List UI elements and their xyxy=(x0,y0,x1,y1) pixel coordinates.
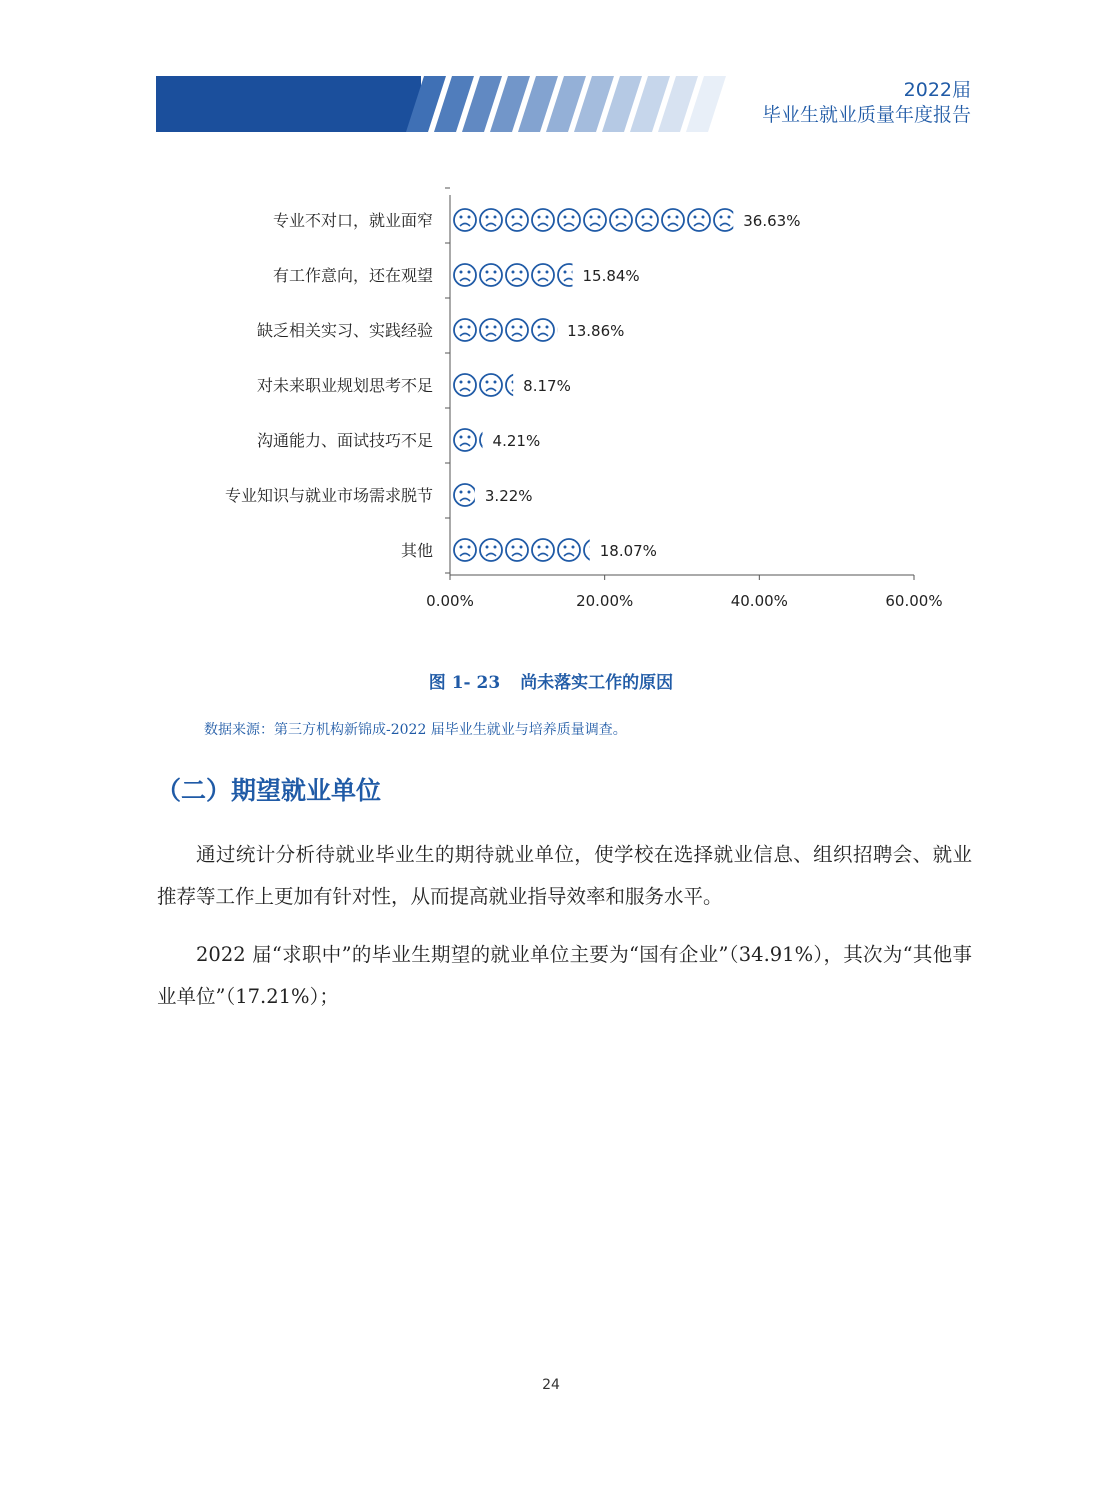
sad-face-icon xyxy=(506,209,528,231)
sad-face-icon xyxy=(558,209,580,231)
sad-face-icon xyxy=(454,539,476,561)
sad-face-icon xyxy=(480,539,502,561)
figure-number: 图 1- 23 xyxy=(428,673,501,693)
category-label: 专业不对口，就业面窄 xyxy=(272,211,433,230)
sad-face-icon xyxy=(714,209,736,231)
value-label: 13.86% xyxy=(567,322,625,340)
sad-face-icon xyxy=(506,319,528,341)
sad-face-icon xyxy=(454,429,476,451)
header-banner xyxy=(156,76,736,132)
sad-face-icon xyxy=(532,209,554,231)
sad-face-icon xyxy=(454,209,476,231)
figure-caption xyxy=(0,668,1102,693)
sad-face-icon xyxy=(480,209,502,231)
sad-face-icon xyxy=(480,374,502,396)
sad-face-icon xyxy=(532,319,554,341)
sad-face-icon xyxy=(506,539,528,561)
x-tick-label: 20.00% xyxy=(576,592,634,610)
category-label: 有工作意向，还在观望 xyxy=(272,266,433,285)
x-tick-label: 0.00% xyxy=(426,592,474,610)
sad-face-icon xyxy=(532,264,554,286)
body-paragraph: 2022 届“求职中”的毕业生期望的就业单位主要为“国有企业”（34.91%），其次为“其他事业单位”（17.21%）； xyxy=(157,943,972,1008)
sad-face-bar xyxy=(454,209,762,231)
value-label: 3.22% xyxy=(484,487,533,505)
body-paragraph: 通过统计分析待就业毕业生的期待就业单位，使学校在选择就业信息、组织招聘会、就业推荐等工作上更加有针对性，从而提高就业指导效率和服务水平。 xyxy=(157,843,972,908)
sad-face-icon xyxy=(506,264,528,286)
category-label: 专业知识与就业市场需求脱节 xyxy=(224,486,433,505)
sad-face-icon xyxy=(454,264,476,286)
x-tick-label: 40.00% xyxy=(730,592,788,610)
category-label: 对未来职业规划思考不足 xyxy=(256,376,433,395)
category-label: 缺乏相关实习、实践经验 xyxy=(256,321,433,340)
sad-face-icon xyxy=(454,374,476,396)
sad-face-icon xyxy=(662,209,684,231)
sad-face-icon xyxy=(454,484,476,506)
sad-face-icon xyxy=(454,319,476,341)
report-title: 毕业生就业质量年度报告 xyxy=(761,104,971,126)
category-label: 其他 xyxy=(400,541,433,560)
sad-face-icon xyxy=(532,539,554,561)
value-label: 4.21% xyxy=(492,432,541,450)
value-label: 36.63% xyxy=(743,212,801,230)
figure-title: 尚未落实工作的原因 xyxy=(520,673,674,693)
sad-face-icon xyxy=(584,209,606,231)
category-label: 沟通能力、面试技巧不足 xyxy=(256,431,433,450)
report-header xyxy=(762,78,971,128)
data-source-note: 数据来源：第三方机构新锦成-2022 届毕业生就业与培养质量调查。 xyxy=(204,722,627,738)
report-year: 2022届 xyxy=(903,79,971,101)
sad-face-icon xyxy=(480,319,502,341)
chart-axes xyxy=(445,188,914,580)
value-label: 18.07% xyxy=(599,542,657,560)
reason-chart xyxy=(190,180,970,620)
sad-face-icon xyxy=(558,539,580,561)
value-label: 15.84% xyxy=(582,267,640,285)
section-heading: （二）期望就业单位 xyxy=(156,776,382,805)
sad-face-icon xyxy=(480,264,502,286)
sad-face-icon xyxy=(558,264,580,286)
sad-face-icon xyxy=(610,209,632,231)
sad-face-icon xyxy=(688,209,710,231)
page-number: 24 xyxy=(542,1377,560,1393)
value-label: 8.17% xyxy=(523,377,571,395)
sad-face-icon xyxy=(636,209,658,231)
x-tick-label: 60.00% xyxy=(885,592,943,610)
